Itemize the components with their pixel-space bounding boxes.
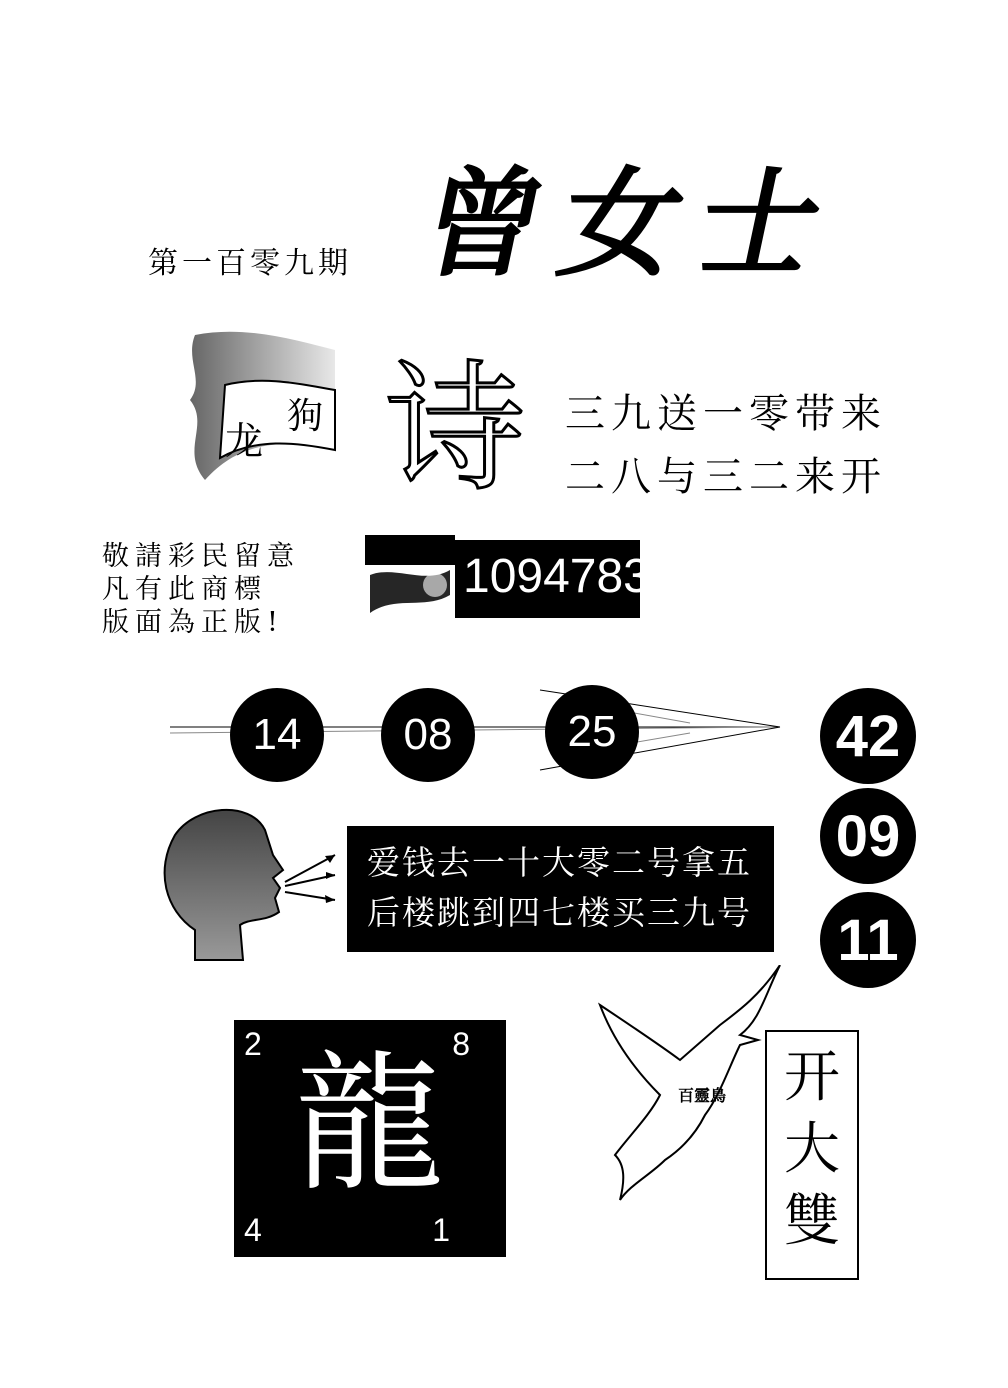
verdict-char: 雙 <box>784 1189 840 1254</box>
brand-title: 曾女士 <box>410 154 854 293</box>
notice-line: 凡有此商標 <box>102 574 267 605</box>
result-ball: 42 <box>820 688 916 784</box>
number-ball: 14 <box>230 688 324 782</box>
poem-line-1: 三九送一零带来 <box>565 391 887 437</box>
bird-label: 百靈鳥 <box>678 1086 727 1105</box>
dragon-box <box>234 1020 506 1257</box>
bird-icon <box>590 965 790 1205</box>
verdict-char: 开 <box>784 1045 840 1110</box>
zodiac-dragon: 龙 <box>225 419 264 463</box>
verdict-char: 大 <box>784 1117 840 1182</box>
poem-line-2: 二八与三二来开 <box>565 454 887 500</box>
authenticity-notice <box>102 540 300 639</box>
result-ball: 09 <box>820 788 916 884</box>
zodiac-card <box>185 330 340 480</box>
notice-line: 版面為正版! <box>102 607 284 638</box>
contact-number: 1094783 <box>455 540 640 618</box>
corner-bottom-right: 1 <box>432 1212 450 1248</box>
hint-line: 后楼跳到四七楼买三九号 <box>367 893 752 932</box>
result-ball: 11 <box>820 892 916 988</box>
issue-label: 第一百零九期 <box>148 246 352 281</box>
number-ball: 25 <box>545 685 639 779</box>
dragon-character: 龍 <box>294 1038 445 1212</box>
speech-hint-box <box>347 826 774 952</box>
corner-bottom-left: 4 <box>244 1212 262 1248</box>
corner-top-left: 2 <box>244 1026 262 1062</box>
speaking-head-icon <box>155 800 345 965</box>
trademark-stamp-icon <box>365 535 455 617</box>
poem-mark: 诗 <box>385 348 526 511</box>
corner-top-right: 8 <box>452 1026 470 1062</box>
verdict-box <box>765 1030 859 1280</box>
zodiac-dog: 狗 <box>287 396 324 437</box>
hint-line: 爱钱去一十大零二号拿五 <box>367 843 752 882</box>
notice-line: 敬請彩民留意 <box>102 541 300 572</box>
number-ball: 08 <box>381 688 475 782</box>
